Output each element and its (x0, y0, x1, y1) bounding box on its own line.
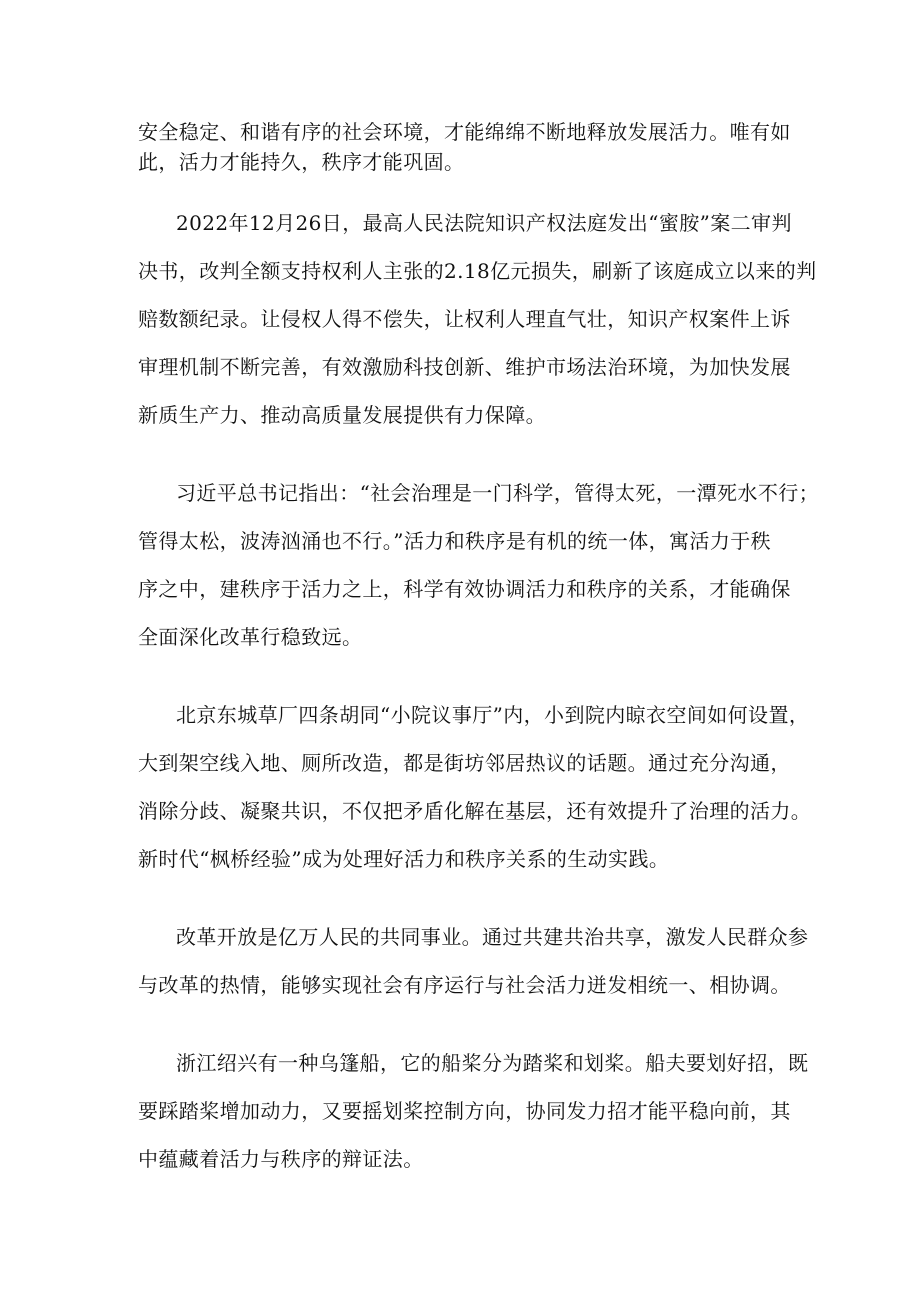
text-line: 北京东城草厂四条胡同“小院议事厅”内，小到院内晾衣空间如何设置， (176, 703, 810, 727)
text-line: 安全稳定、和谐有序的社会环境，才能绵绵不断地释放发展活力。唯有如 (138, 120, 791, 144)
text-line: 中蕴藏着活力与秩序的辩证法。 (138, 1147, 424, 1171)
text-line: 此，活力才能持久，秩序才能巩固。 (138, 150, 465, 174)
text-line: 新质生产力、推动高质量发展提供有力保障。 (138, 403, 546, 427)
text-line: 序之中，建秩序于活力之上，科学有效协调活力和秩序的关系，才能确保 (138, 577, 791, 601)
text-line: 要踩踏桨增加动力，又要摇划桨控制方向，协同发力招才能平稳向前，其 (138, 1099, 791, 1123)
text-line: 与改革的热情，能够实现社会有序运行与社会活力迸发相统一、相协调。 (138, 973, 791, 997)
text-line: 新时代“枫桥经验”成为处理好活力和秩序关系的生动实践。 (138, 847, 670, 871)
text-line: 改革开放是亿万人民的共同事业。通过共建共治共享，激发人民群众参 (176, 925, 809, 949)
text-line: 赔数额纪录。让侵权人得不偿失，让权利人理直气壮，知识产权案件上诉 (138, 307, 791, 331)
text-line: 习近平总书记指出：“社会治理是一门科学，管得太死，一潭死水不行； (176, 481, 820, 505)
text-line: 大到架空线入地、厕所改造，都是街坊邻居热议的话题。通过充分沟通， (138, 751, 791, 775)
text-line: 审理机制不断完善，有效激励科技创新、维护市场法治环境，为加快发展 (138, 355, 791, 379)
text-line: 全面深化改革行稳致远。 (138, 625, 363, 649)
text-line: 浙江绍兴有一种乌篷船，它的船桨分为踏桨和划桨。船夫要划好招，既 (176, 1051, 809, 1075)
text-line: 2022年12月26日，最高人民法院知识产权法庭发出“蜜胺”案二审判 (176, 211, 792, 235)
text-line: 决书，改判全额支持权利人主张的2.18亿元损失，刷新了该庭成立以来的判 (138, 259, 817, 283)
text-line: 消除分歧、凝聚共识，不仅把矛盾化解在基层，还有效提升了治理的活力。 (138, 799, 812, 823)
text-line: 管得太松，波涛汹涌也不行。”活力和秩序是有机的统一体，寓活力于秩 (138, 529, 772, 553)
